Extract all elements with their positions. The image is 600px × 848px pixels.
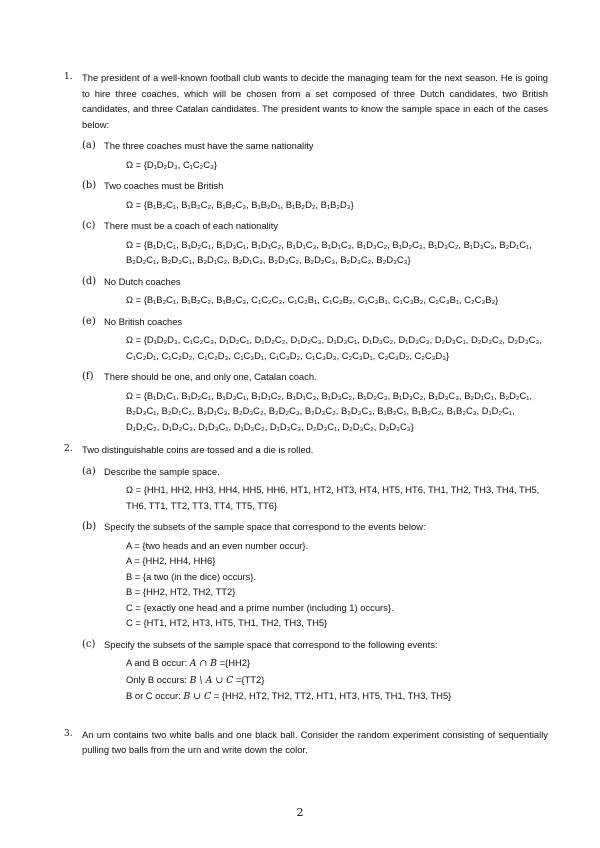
subquestion-label: (b) [82, 180, 97, 191]
question-number: 3. [64, 728, 73, 739]
subquestion-label: (c) [82, 638, 96, 650]
set-expression: B \ A ∪ C [189, 674, 234, 686]
subquestion-2b [82, 519, 548, 631]
answer: Ω = {D₁D₂D₃, C₁C₂C₃} [126, 158, 218, 170]
subquestion-2a [82, 464, 548, 514]
event-description: B or C occur: [126, 690, 184, 701]
subquestion-label: (a) [82, 140, 96, 151]
subquestion-1e [82, 314, 548, 364]
subquestion-text: Specify the subsets of the sample space that correspond to the events below: [104, 521, 426, 532]
subquestion-text: Specify the subsets of the sample space that correspond to the following events: [104, 638, 438, 650]
event-result: = {HH2, HT2, TH2, TT2, HT1, HT3, HT5, TH1, TH3, TH5} [211, 690, 452, 701]
question-number: 2. [64, 444, 73, 454]
answer-line: B = {a two (in the dice) occurs}. [126, 570, 257, 582]
set-expression: A ∩ B [189, 658, 218, 669]
subquestion-1a [82, 138, 548, 172]
event-result: ={HH2} [217, 657, 251, 668]
question-3 [62, 727, 548, 758]
event-result: ={TT2} [233, 673, 265, 685]
subquestion-text: Two coaches must be British [104, 180, 224, 191]
subquestion-1c [82, 218, 548, 268]
answer-block [104, 655, 548, 705]
set-expression: B ∪ C [183, 691, 212, 702]
question-1 [62, 70, 548, 434]
answer-line: B = {HH2, HT2, TH2, TT2} [126, 586, 236, 597]
subquestion-label: (b) [82, 521, 97, 532]
subquestion-1b [82, 178, 548, 212]
subquestion-label: (c) [82, 220, 96, 231]
answer-line: A = {two heads and an even number occur}. [126, 539, 309, 551]
subquestion-text: No British coaches [104, 315, 183, 327]
event-description: Only B occurs: [126, 673, 190, 685]
subquestion-text: No Dutch coaches [104, 275, 181, 287]
subquestion-text: There must be a coach of each nationality [104, 220, 279, 231]
page-number: 2 [296, 806, 304, 819]
subquestion-text: Describe the sample space. [104, 465, 220, 477]
subquestion-1f [82, 369, 548, 434]
answer-line: C = {exactly one head and a prime number (including 1) occurs}. [126, 601, 394, 613]
question-2 [62, 442, 548, 705]
answer: Ω = {B₁D₁C₁, B₁D₂C₁, B₁D₃C₁, B₁D₁C₂, B₁D₁C₃, B₁D₁C₃, B₁D₃C₂, B₁D₂C₃, B₁D₃C₂, B₁D₃C₃, B₂D₁C₁, B₂D₂C₁, B₂D₃C₁, B₂D₁C₂, B₂D₁C₃, B₂D₃C₂, B₂D₂C₃, B₂D₃C₂, B₂D₃C₃} [126, 238, 532, 265]
spacer [62, 713, 548, 727]
answer-line [126, 688, 548, 705]
question-text: The president of a well-known football club wants to decide the managing team for the next season. He is going to hire three coaches, which will be chosen from a set composed of three Dutch candidates, two British candidates, and three Catalan candidates. The president wants to know the sample space in each of the cases below: [82, 72, 548, 130]
event-description: A and B occur: [126, 657, 190, 668]
answer: Ω = {D₁D₂D₃, C₁C₂C₃, D₁D₂C₁, D₁D₂C₂, D₁D₂C₃, D₁D₃C₁, D₁D₃C₂, D₁D₃C₃, D₂D₃C₁, D₂D₃C₂, D₂D₃C₃, C₁C₂D₁, C₁C₂D₂, C₁C₂D₃, C₁C₃D₁, C₁C₃D₂, C₁C₃D₃, C₂C₃D₁, C₂C₃D₂, C₂C₃D₃} [126, 334, 542, 361]
subquestion-2c [82, 637, 548, 705]
answer-block [104, 538, 548, 631]
subquestion-label: (e) [82, 315, 96, 327]
answer: Ω = {B₁B₂C₁, B₁B₂C₂, B₁B₂C₃, C₁C₂C₃, C₁C₂B₁, C₁C₂B₂, C₁C₃B₁, C₁C₃B₂, C₂C₃B₁, C₂C₃B₂} [126, 294, 499, 305]
answer: Ω = {HH1, HH2, HH3, HH4, HH5, HH6, HT1, HT2, HT3, HT4, HT5, HT6, TH1, TH2, TH3, TH4, TH5, TH6, TT1, TT2, TT3, TT4, TT5, TT6} [126, 484, 540, 511]
answer-line: A = {HH2, HH4, HH6} [126, 555, 216, 566]
document-content [62, 70, 548, 766]
answer-line: C = {HT1, HT2, HT3, HT5, TH1, TH2, TH3, TH5} [126, 617, 328, 628]
question-text: An urn contains two white balls and one black ball. Consider the random experiment consisting of sequentially pulling two balls from the urn and write down the color. [82, 728, 548, 755]
answer: Ω = {B₁D₁C₁, B₁D₂C₁, B₁D₃C₁, B₁D₁C₂, B₁D₁C₃, B₁D₃C₂, B₁D₂C₃, B₁D₃C₂, B₁D₃C₃, B₂D₁C₁, B₂D₂C₁, B₂D₃C₁, B₂D₁C₂, B₂D₁C₃, B₂D₃C₂, B₂D₂C₃, B₂D₃C₂, B₂D₃C₃, B₁B₂C₁, B₁B₂C₂, B₁B₂C₃, D₁D₂C₁, D₁D₂C₂, D₁D₂C₃, D₁D₃C₁, D₁D₃C₂, D₁D₃C₃, D₂D₃C₁, D₂D₃C₂, D₂D₃C₃} [126, 389, 533, 432]
answer-line [126, 672, 548, 689]
subquestion-label: (a) [82, 465, 96, 477]
answer-line [126, 655, 548, 672]
question-number: 1. [64, 72, 73, 82]
question-text: Two distinguishable coins are tossed and a die is rolled. [82, 444, 314, 455]
subquestion-label: (d) [82, 275, 97, 287]
subquestion-text: There should be one, and only one, Catalan coach. [104, 371, 317, 382]
answer: Ω = {B₁B₂C₁, B₁B₂C₂, B₁B₂C₃, B₁B₂D₁, B₁B₂D₂, B₁B₂D₃} [126, 198, 354, 210]
subquestion-1d [82, 274, 548, 308]
subquestion-label: (f) [82, 371, 94, 382]
subquestion-text: The three coaches must have the same nationality [104, 140, 314, 151]
